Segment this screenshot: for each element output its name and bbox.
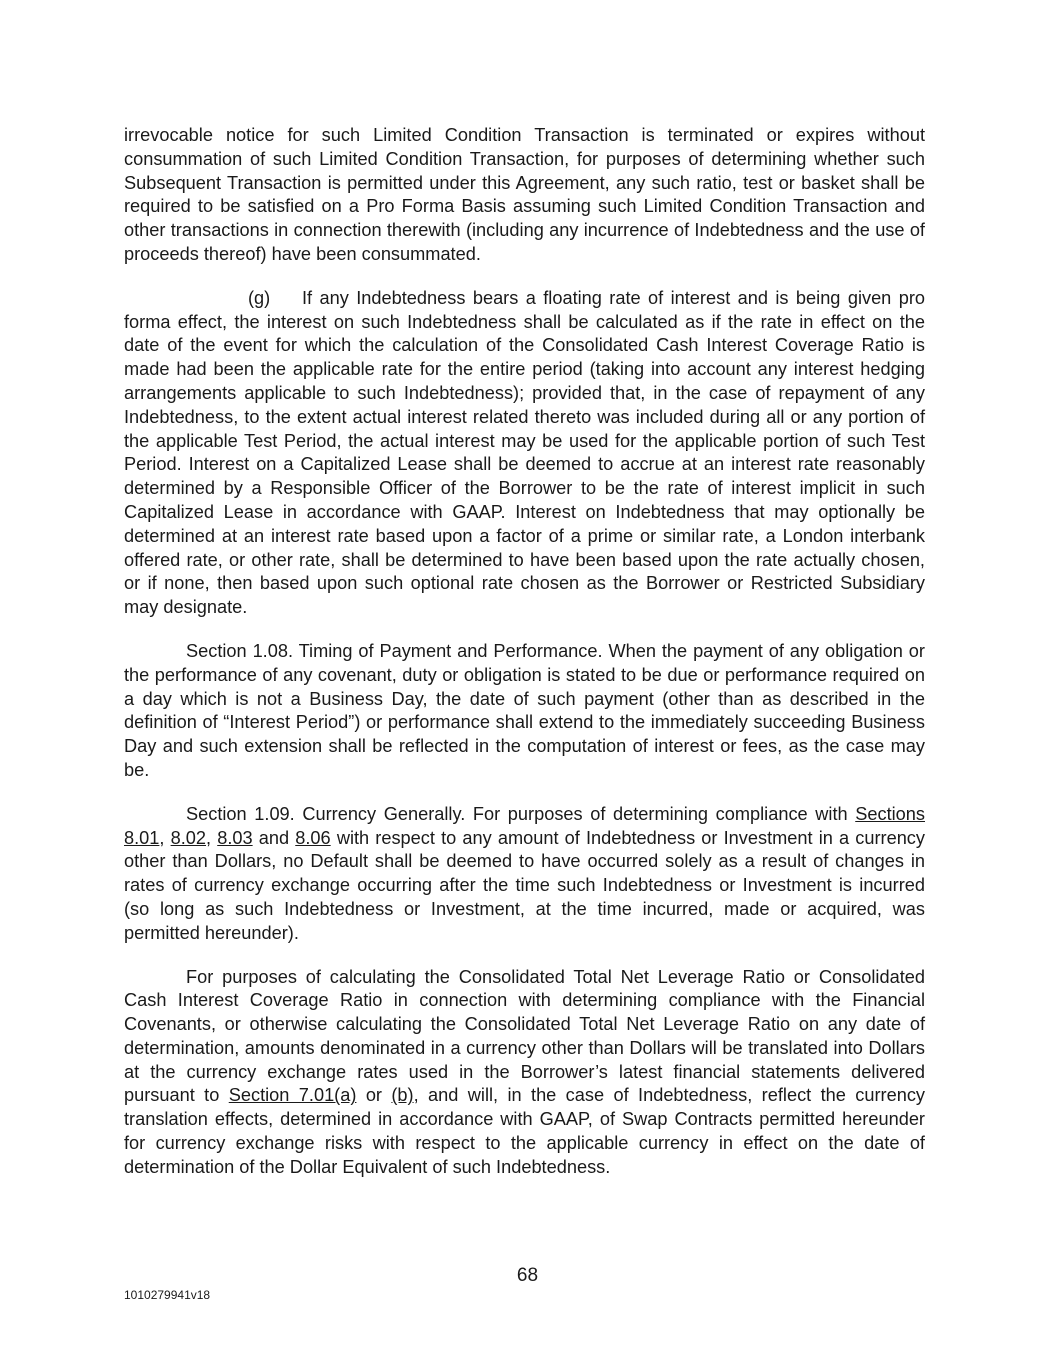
conjunction: or (365, 1085, 382, 1106)
section-1-08-text: When the payment of any obligation or the performance of any covenant, duty or obligation is stated to be due or performance required on a day which is not a Business Day, the date of such payment (other than as described in the definition of “Interest Period”) or performance shall extend to the immediately succeeding Business Day and such extension shall be reflected in the computation of interest or fees, as the case may be. (124, 640, 925, 780)
cross-reference: 8.03 (217, 827, 253, 848)
paragraph-g-text: If any Indebtedness bears a floating rate of interest and is being given pro forma effect, the interest on such Indebtedness shall be calculated as if the rate in effect on the date of the event for which the calculation of the Consolidated Cash Interest Coverage Ratio is made had been the applicable rate for the entire period (taking into account any interest hedging arrangements applicable to such Indebtedness); provided that, in the case of repayment of any Indebtedness, to the extent actual interest related thereto was included during all or any portion of the applicable Test Period, the actual interest may be used for the applicable portion of such Test Period. Interest on a Capitalized Lease shall be deemed to accrue at an interest rate reasonably determined by a Responsible Officer of the Borrower to be the rate of interest implicit in such Capitalized Lease in accordance with GAAP. Interest on Indebtedness that may optionally be determined at an interest rate based upon a factor of a prime or similar rate, a London interbank offered rate, or other rate, shall be determined to have been based upon the rate actually chosen, or if none, then based upon such optional rate chosen as the Borrower or Restricted Subsidiary may designate. (124, 287, 925, 618)
conjunction: and (258, 827, 290, 848)
paragraph-continuation: irrevocable notice for such Limited Condition Transaction is terminated or expires without consummation of such Limited Condition Transaction, for purposes of determining whether such Subsequent Transaction is permitted under this Agreement, any such ratio, test or basket shall be required to be satisfied on a Pro Forma Basis assuming such Limited Condition Transaction and other transactions in connection therewith (including any incurrence of Indebtedness and the use of proceeds thereof) have been consummated. (124, 125, 925, 264)
paragraph-g (124, 287, 925, 620)
clause-label: (g) (248, 287, 271, 308)
document-body (124, 124, 925, 1200)
section-1-08 (124, 640, 925, 783)
cross-reference: (b) (391, 1085, 414, 1106)
section-1-09-text: with respect to any amount of Indebtedness or Investment in a currency other than Dollars, no Default shall be deemed to have occurred solely as a result of changes in rates of currency exchange occurring after the time such Indebtedness or Investment is incurred (so long as such Indebtedness or Investment, at the time incurred, made or acquired, was permitted hereunder). (124, 827, 925, 943)
currency-paragraph-text-a: For purposes of calculating the Consolidated Total Net Leverage Ratio or Consolidated Cash Interest Coverage Ratio in connection with determining compliance with the Financial Covenants, or otherwise calculating the Consolidated Total Net Leverage Ratio on any date of determination, amounts denominated in a currency other than Dollars will be translated into Dollars at the currency exchange rates used in the Borrower’s latest financial statements delivered pursuant to (124, 966, 925, 1106)
document-id: 1010279941v18 (124, 1288, 211, 1302)
cross-reference: 8.02 (170, 827, 207, 848)
cross-reference: 8.06 (295, 827, 331, 848)
currency-paragraph-text-b: , and will, in the case of Indebtedness, reflect the currency translation effects, determined in accordance with GAAP, of Swap Contracts permitted hereunder for currency exchange risks with respect to the applicable currency in effect on the date of determination of the Dollar Equivalent of such Indebtedness. (124, 1085, 926, 1177)
page-number: 68 (516, 1265, 539, 1286)
section-1-09-intro: For purposes of determining compliance with (472, 803, 848, 824)
currency-translation-paragraph (124, 966, 925, 1180)
section-1-09-heading: Section 1.09. Currency Generally. (186, 803, 466, 824)
section-1-09: Section 1.09. Currency Generally. For purposes of determining compliance with Sections 8.01, 8.02, 8.03 and 8.06 with respect to any amount of Indebtedness or Investment in a currency other than Dollars, no Default shall be deemed to have occurred solely as a result of changes in rates of currency exchange occurring after the time such Indebtedness or Investment is incurred (so long as such Indebtedness or Investment, at the time incurred, made or acquired, was permitted hereunder). (124, 803, 925, 943)
cross-reference: Section 7.01(a) (228, 1085, 357, 1106)
cross-reference: Sections 8.01 (124, 803, 925, 848)
section-1-08-heading: Section 1.08. Timing of Payment and Performance. (186, 640, 603, 661)
